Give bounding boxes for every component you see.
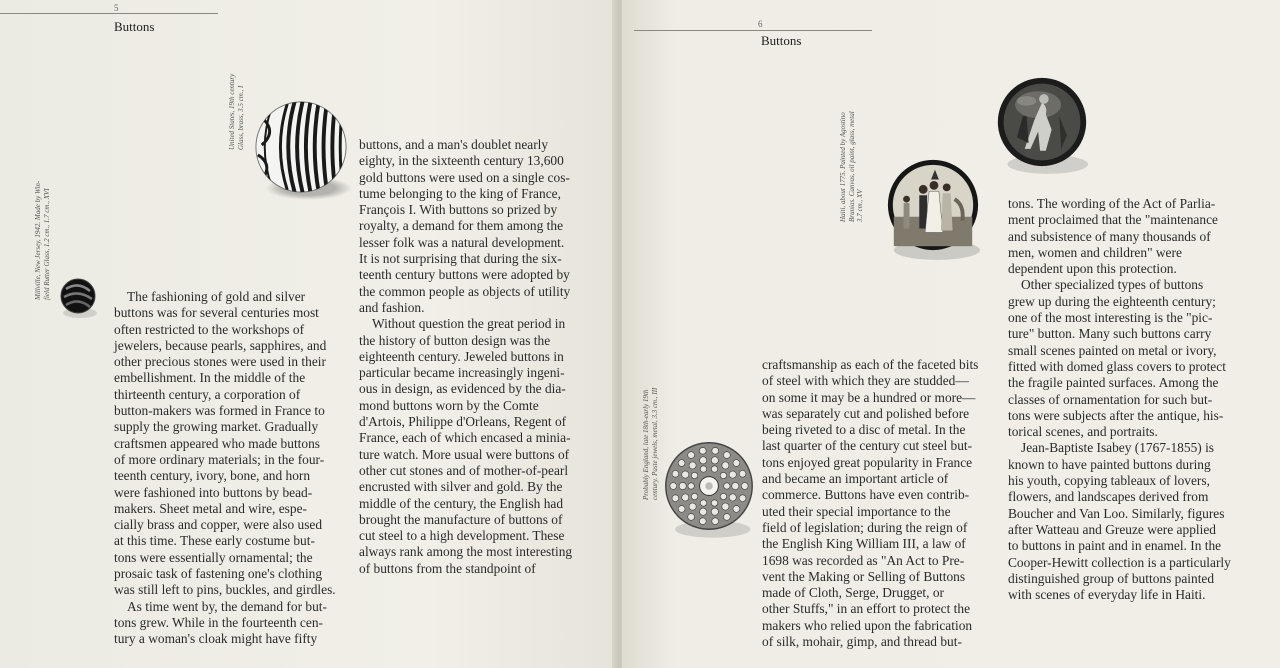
text-line: brought the manufacture of buttons of — [359, 511, 563, 527]
jewel-facet — [691, 472, 697, 478]
text-line: Cooper-Hewitt collection is a particularly — [1008, 554, 1231, 570]
text-line: embellishment. In the middle of the — [114, 370, 306, 386]
text-line: ture" button. Many such buttons carry — [1008, 326, 1212, 342]
jewel-facet — [682, 471, 689, 478]
jewel-facet — [688, 483, 694, 489]
text-column-right-2 — [1008, 196, 1248, 603]
haiti-scene-button-image — [884, 156, 982, 254]
text-line: d'Artois, Philippe d'Orleans, Regent of — [359, 414, 567, 430]
text-line: mond buttons worn by the Comte — [359, 397, 539, 413]
text-line: royalty, a demand for them among the — [359, 218, 564, 234]
text-line: lesser folk was a natural development. — [359, 234, 565, 250]
text-line: the fragile painted surfaces. Among the — [1008, 375, 1219, 391]
jewel-facet — [670, 483, 677, 490]
text-line: The fashioning of gold and silver — [127, 289, 306, 304]
jewel-facet — [720, 493, 726, 499]
page-number: 6 — [758, 19, 763, 29]
text-line: vent the Making or Selling of Buttons — [762, 568, 966, 584]
text-line: commerce. Buttons have even contrib- — [762, 487, 970, 503]
caption-line: 3.7 cm., XV — [856, 189, 864, 222]
text-line: tons. The wording of the Act of Parlia- — [1008, 196, 1216, 211]
jewel-facet — [711, 508, 718, 515]
jewel-facet — [688, 452, 695, 459]
text-line: cut steel to a high development. These — [359, 528, 565, 544]
text-line: gold buttons were used on a single cos- — [359, 169, 570, 185]
jewel-facet — [741, 483, 748, 490]
jewel-facet — [739, 495, 746, 502]
text-line: known to have painted buttons during — [1008, 456, 1211, 472]
jewel-facet — [733, 460, 740, 467]
painted-picture-button-image — [994, 74, 1090, 170]
text-line: and subsistence of many thousands of — [1008, 228, 1211, 244]
jewel-facet — [732, 482, 739, 489]
jewel-facet — [700, 466, 706, 472]
text-line: cially brass and copper, were also used — [114, 517, 323, 533]
jewel-facet — [700, 457, 707, 464]
text-line: made of Cloth, Serge, Drugget, or — [762, 585, 944, 601]
jewel-facet — [711, 457, 718, 464]
text-line: one of the most interesting is the "pic- — [1008, 310, 1213, 326]
text-line: Boucher and Van Loo. Similarly, figures — [1008, 505, 1225, 521]
header-rule — [634, 30, 872, 31]
text-line: often restricted to the workshops of — [114, 321, 305, 337]
jewel-facet — [691, 493, 697, 499]
text-line: Jean-Baptiste Isabey (1767-1855) is — [1021, 440, 1215, 456]
text-line: teenth century, ivory, bone, and horn — [114, 468, 311, 484]
jewel-facet — [711, 500, 717, 506]
text-line: buttons, and a man's doublet nearly — [359, 137, 549, 152]
text-line: 1698 was recorded as "An Act to Pre- — [762, 552, 965, 568]
text-line: on some it may be a hundred or more— — [762, 389, 976, 405]
text-line: dependent upon this protection. — [1008, 261, 1177, 277]
text-line: always rank among the most interesting — [359, 544, 573, 560]
text-line: particular became increasingly ingeni- — [359, 365, 565, 381]
text-line: prosaic task of fastening one's clothing — [114, 566, 323, 582]
paste-jewel-button-image — [662, 439, 756, 533]
jewel-facet — [712, 518, 719, 525]
text-line: button-makers was formed in France to — [114, 403, 325, 419]
caption-line: Brunias. Canvas, oil paint, glass, metal — [847, 111, 856, 222]
text-line: distinguished group of buttons painted — [1008, 570, 1215, 586]
text-line: of silk, mohair, gimp, and thread but- — [762, 634, 962, 650]
caption-line: century. Paste jewels, metal, 3.3 cm., III — [650, 387, 659, 500]
text-line: other Stuffs," in an effort to protect the — [762, 601, 971, 617]
left-page — [0, 0, 618, 668]
text-line: tons enjoyed great popularity in France — [762, 454, 973, 470]
text-line: Without question the great period in — [372, 316, 566, 332]
text-line: tons were essentially ornamental; the — [114, 549, 313, 565]
caption-line: Haiti, about 1775. Painted by Agostino — [839, 112, 847, 222]
jewel-facet — [672, 495, 679, 502]
page-number: 5 — [114, 3, 119, 13]
text-line: encrusted with silver and gold. By the — [359, 479, 563, 495]
text-line: at this time. These early costume but- — [114, 533, 315, 549]
text-line: men, women and children" were — [1008, 244, 1182, 260]
jewel-facet — [723, 452, 730, 459]
caption-line: Probably England, late 18th-early 19th — [642, 389, 650, 500]
text-line: eighty, in the sixteenth century 13,600 — [359, 153, 564, 169]
text-line: François I. With buttons so prized by — [359, 202, 558, 218]
text-line: the common people as objects of utility — [359, 283, 571, 299]
jewel-facet — [720, 472, 726, 478]
caption-paste-jewel-button — [642, 388, 659, 500]
text-line: supply the growing market. Gradually — [114, 419, 319, 435]
jewel-facet — [700, 508, 707, 515]
jewel-facet — [722, 503, 729, 510]
jewel-facet — [688, 514, 695, 521]
jewel-facet — [682, 494, 689, 501]
text-line: ous in design, as evidenced by the dia- — [359, 381, 566, 397]
text-line: of more ordinary materials; in the four- — [114, 451, 325, 467]
text-line: tons grew. While in the fourteenth cen- — [114, 614, 323, 630]
striped-glass-button-image — [252, 98, 350, 196]
text-line: It is not surprising that during the six- — [359, 251, 562, 267]
running-header: Buttons — [114, 19, 155, 34]
text-line: tume belonging to the king of France, — [359, 185, 561, 201]
text-line: craftsmen appeared who made buttons — [114, 435, 320, 451]
text-line: was separately cut and polished before — [762, 405, 970, 421]
text-line: buttons was for several centuries most — [114, 305, 319, 321]
jewel-facet — [678, 506, 685, 513]
caption-line: United States, 19th century — [228, 73, 236, 150]
caption-line: Millville, New Jersey, 1942. Made by Win- — [34, 180, 42, 300]
text-line: flowers, and landscapes derived from — [1008, 489, 1209, 505]
text-line: Other specialized types of buttons — [1021, 277, 1204, 293]
jewel-facet — [678, 460, 685, 467]
text-line: the English King William III, a law of — [762, 536, 966, 552]
text-line: ment proclaimed that the "maintenance — [1008, 212, 1218, 228]
text-line: makers. Sheet metal and wire, espe- — [114, 500, 307, 516]
text-line: was still left to pins, buckles, and girdles. — [114, 582, 336, 598]
text-line: the history of button design was the — [359, 332, 551, 348]
text-line: eighteenth century. Jeweled buttons in — [359, 348, 564, 364]
text-line: last quarter of the century cut steel but- — [762, 438, 973, 454]
text-line: grew up during the eighteenth century; — [1008, 293, 1216, 309]
text-line: and became an important article of — [762, 471, 949, 487]
text-line: being riveted to a disc of metal. In the — [762, 422, 966, 438]
jewel-facet — [724, 483, 730, 489]
text-line: were fashioned into buttons by bead- — [114, 484, 313, 500]
caption-line: Glass, brass, 3.5 cm., I — [236, 85, 245, 150]
caption-striped-button — [228, 74, 245, 150]
text-line: middle of the century, the English had — [359, 495, 564, 511]
text-line: his youth, copying tableaux of lovers, — [1008, 473, 1210, 489]
jewel-facet — [729, 471, 736, 478]
jewel-facet — [739, 470, 746, 477]
text-line: of buttons from the standpoint of — [359, 560, 536, 576]
text-column-left-1 — [114, 289, 344, 648]
text-line: fitted with domed glass covers to protect — [1008, 358, 1226, 374]
text-line: to buttons in paint and in enamel. In the — [1008, 538, 1222, 554]
jewel-facet — [729, 494, 736, 501]
caption-line: field Rutter Glass, 1.2 cm., 1.7 cm., XVI — [42, 188, 51, 300]
caption-black-button — [34, 181, 51, 300]
text-line: and fashion. — [359, 299, 425, 315]
text-line: classes of ornamentation for such but- — [1008, 391, 1213, 407]
text-line: field of legislation; during the reign of — [762, 519, 968, 535]
jewel-facet — [733, 506, 740, 513]
running-header: Buttons — [761, 33, 802, 48]
small-black-glass-button-image — [58, 277, 98, 317]
text-line: craftsmanship as each of the faceted bits — [762, 357, 979, 372]
text-line: As time went by, the demand for but- — [127, 598, 327, 614]
header-rule — [0, 13, 218, 14]
text-line: jewelers, because pearls, sapphires, and — [114, 337, 327, 353]
jewel-facet — [699, 518, 706, 525]
text-column-left-2 — [359, 137, 599, 577]
jewel-facet — [712, 447, 719, 454]
text-line: with scenes of everyday life in Haiti. — [1008, 587, 1206, 603]
text-line: other precious stones were used in their — [114, 354, 326, 370]
text-line: makers who relied upon the fabrication — [762, 617, 973, 633]
caption-haiti-button — [839, 111, 865, 222]
jewel-facet — [723, 514, 730, 521]
text-line: tons were subjects after the antique, his- — [1008, 407, 1224, 423]
jewel-facet — [679, 482, 686, 489]
jewel-facet — [700, 500, 706, 506]
text-column-right-1 — [762, 357, 1002, 650]
jewel-facet — [689, 503, 696, 510]
text-line: ture watch. More usual were buttons of — [359, 446, 570, 462]
text-line: uted their special importance to the — [762, 503, 951, 519]
text-line: tury a woman's cloak might have fifty — [114, 631, 318, 647]
text-line: thirteenth century, a corporation of — [114, 386, 301, 402]
jewel-facet — [722, 462, 729, 469]
text-line: of steel with which they are studded— — [762, 373, 969, 389]
text-line: torical scenes, and portraits. — [1008, 424, 1158, 440]
jewel-facet — [689, 462, 696, 469]
text-line: France, each of which encased a minia- — [359, 430, 571, 446]
jewel-facet — [711, 466, 717, 472]
right-page — [622, 0, 1280, 668]
jewel-facet — [699, 447, 706, 454]
text-line: teenth century buttons were adopted by — [359, 267, 570, 283]
jewel-facet — [672, 470, 679, 477]
text-line: small scenes painted on metal or ivory, — [1008, 342, 1217, 358]
text-line: other cut stones and of mother-of-pearl — [359, 462, 569, 478]
text-line: after Watteau and Greuze were applied — [1008, 521, 1216, 537]
